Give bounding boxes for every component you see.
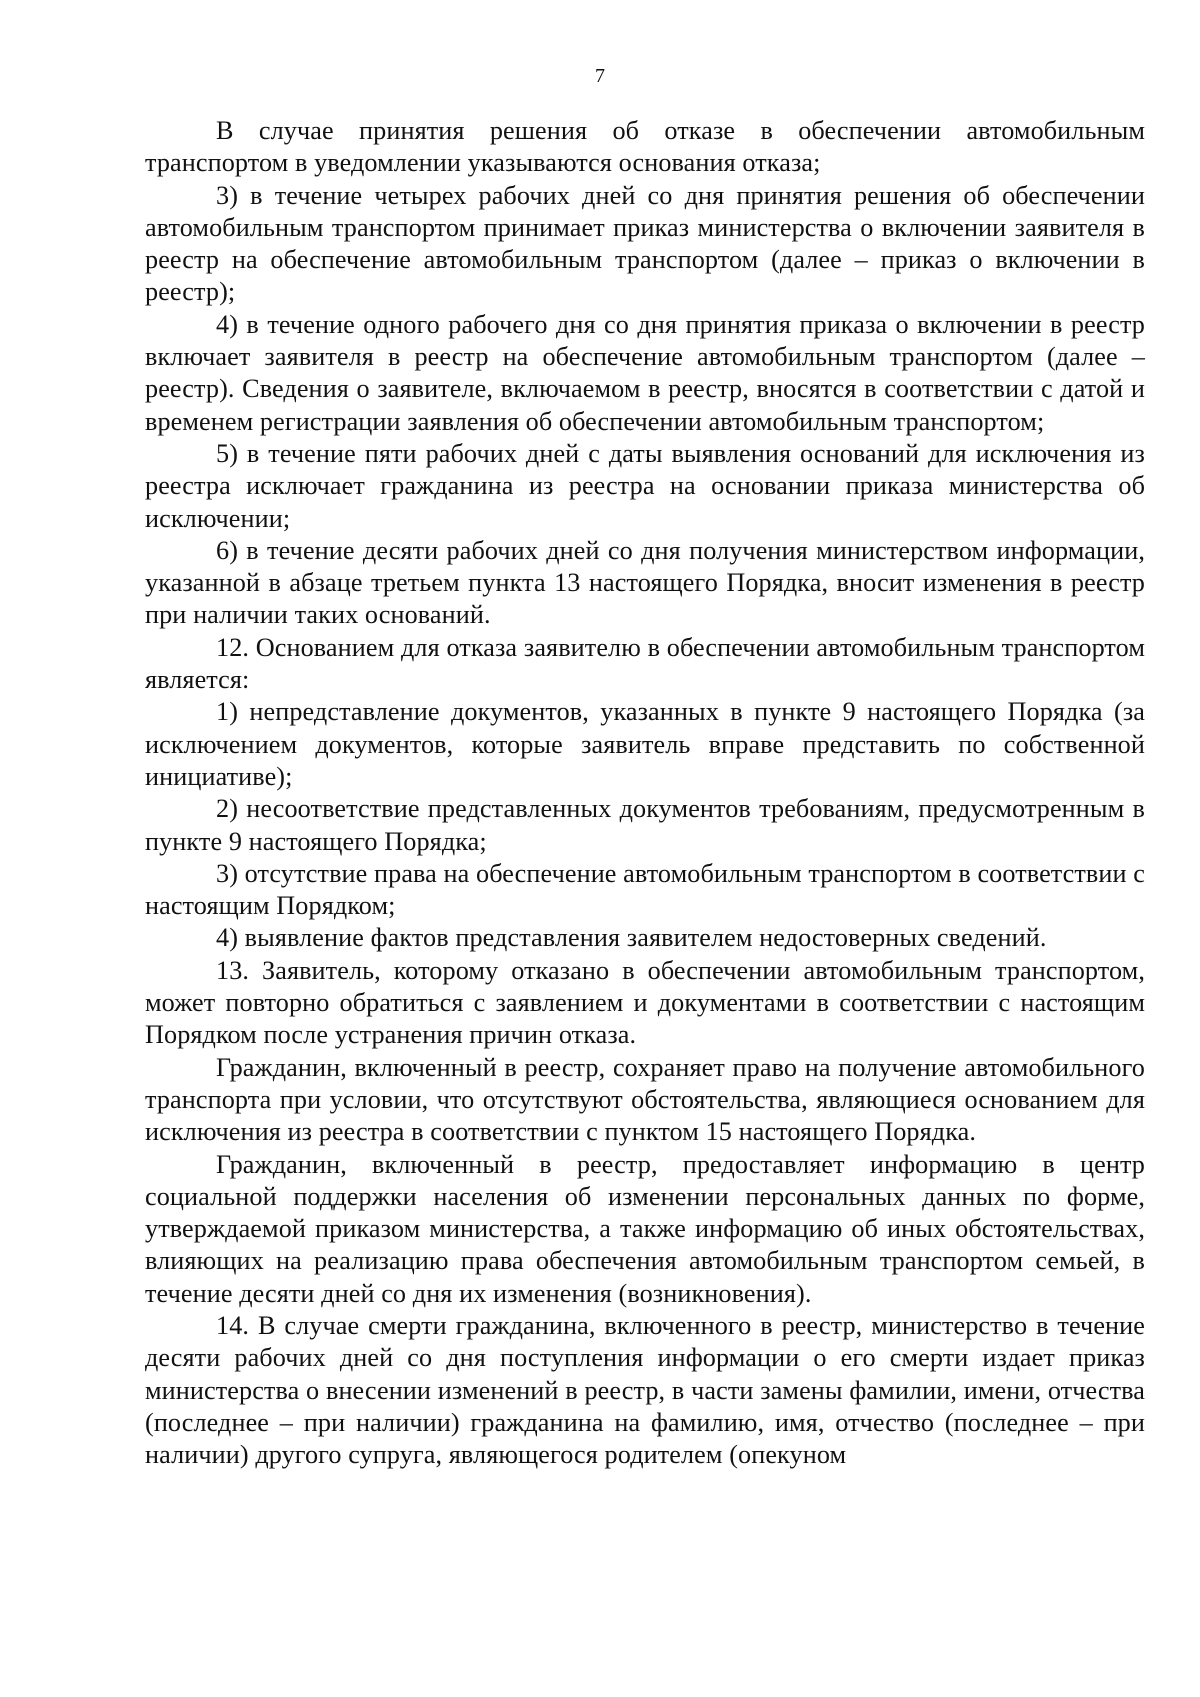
paragraph-12-item-4: 4) выявление фактов представления заявителем недостоверных сведений. [216, 923, 1047, 953]
paragraph-13-info-provision: Гражданин, включенный в реестр, предоставляет информацию в центр социальной поддержки населения об изменении персональных данных по форме, утверждаемой приказом министерства, а также информацию об иных обстоятельствах, влияющих на реализацию права обеспечения автомобильным транспортом семьей, в течение десяти дней со дня их изменения (возникновения). [145, 1149, 1145, 1308]
paragraph-item-3-order: 3) в течение четырех рабочих дней со дня принятия решения об обеспечении автомобильным транспортом принимает приказ министерства о включении заявителя в реестр на обеспечение автомобильным транспортом (далее – приказ о включении в реестр); [145, 180, 1145, 307]
page-number: 7 [595, 65, 605, 87]
paragraph-item-6-changes: 6) в течение десяти рабочих дней со дня получения министерством информации, указанной в абзаце третьем пункта 13 настоящего Порядка, вносит изменения в реестр при наличии таких оснований. [145, 535, 1145, 630]
paragraph-13-right-retained: Гражданин, включенный в реестр, сохраняет право на получение автомобильного транспорта при условии, что отсутствуют обстоятельства, являющиеся основанием для исключения из реестра в соответствии с пунктом 15 настоящего Порядка. [145, 1052, 1145, 1147]
paragraph-item-5-exclusion: 5) в течение пяти рабочих дней с даты выявления оснований для исключения из реестра исключает гражданина из реестра на основании приказа министерства об исключении; [145, 438, 1145, 533]
paragraph-12-item-1: 1) непредставление документов, указанных в пункте 9 настоящего Порядка (за исключением документов, которые заявитель вправе представить по собственной инициативе); [145, 697, 1145, 791]
paragraph-item-4-register: 4) в течение одного рабочего дня со дня принятия приказа о включении в реестр включает заявителя в реестр на обеспечение автомобильным транспортом (далее – реестр). Сведения о заявителе, включаемом в реестр, вносятся в соответствии с датой и временем регистрации заявления об обеспечении автомобильным транспортом; [145, 309, 1145, 436]
paragraph-refusal-notice: В случае принятия решения об отказе в обеспечении автомобильным транспортом в уведомлении указываются основания отказа; [145, 116, 1145, 178]
document-body [145, 115, 1145, 1471]
paragraph-section-14: 14. В случае смерти гражданина, включенного в реестр, министерство в течение десяти рабочих дней со дня поступления информации о его смерти издает приказ министерства о внесении изменений в реестр, в части замены фамилии, имени, отчества (последнее – при наличии) гражданина на фамилию, имя, отчество (последнее – при наличии) другого супруга, являющегося родителем (опекуном [145, 1310, 1145, 1470]
paragraph-section-13: 13. Заявитель, которому отказано в обеспечении автомобильным транспортом, может повторно обратиться с заявлением и документами в соответствии с настоящим Порядком после устранения причин отказа. [145, 955, 1145, 1050]
paragraph-12-item-2: 2) несоответствие представленных документов требованиям, предусмотренным в пункте 9 настоящего Порядка; [145, 794, 1145, 856]
paragraph-12-item-3: 3) отсутствие права на обеспечение автомобильным транспортом в соответствии с настоящим Порядком; [145, 858, 1145, 921]
paragraph-section-12: 12. Основанием для отказа заявителю в обеспечении автомобильным транспортом является: [145, 632, 1145, 695]
